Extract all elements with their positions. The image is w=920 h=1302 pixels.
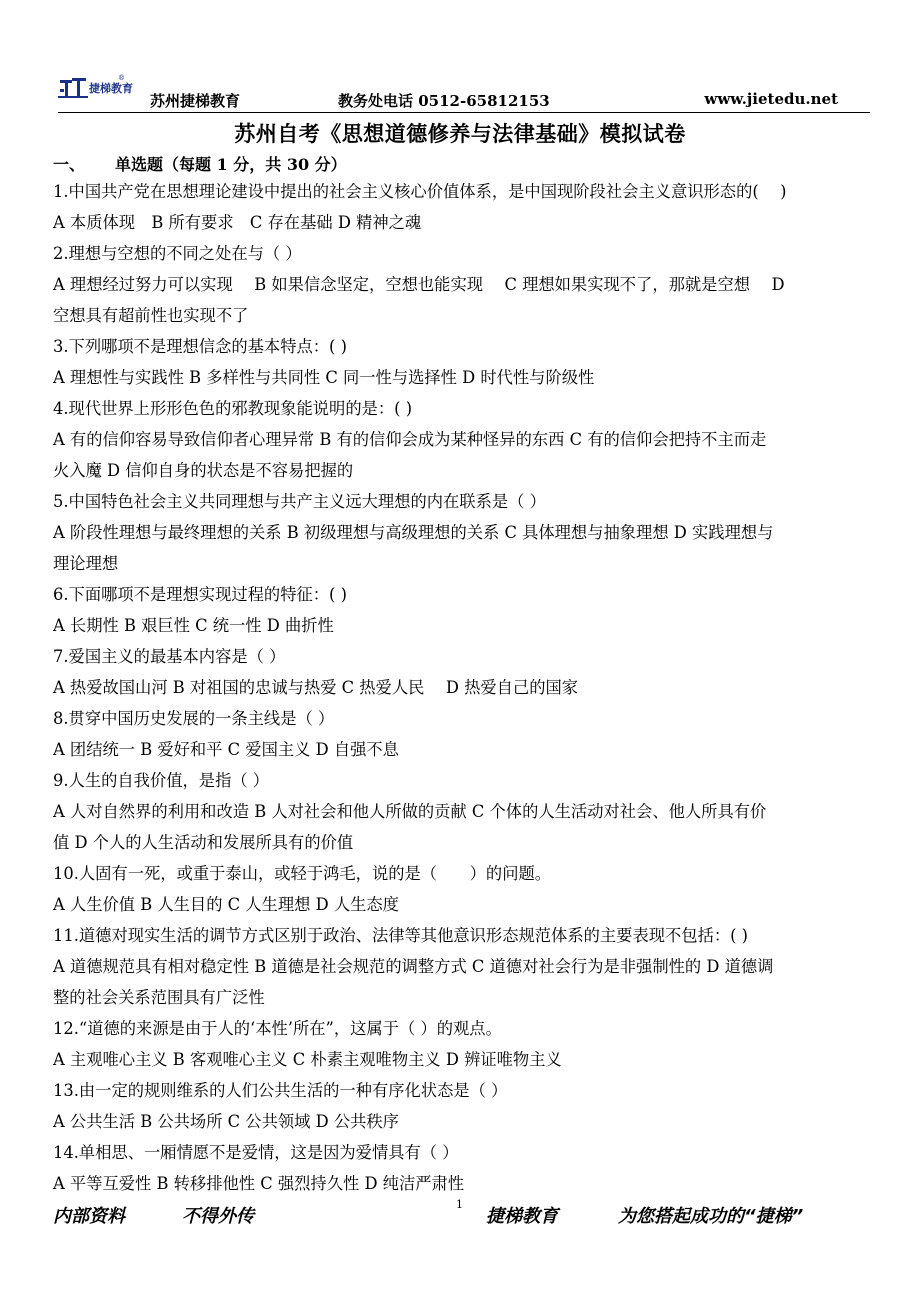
header-website: www.jietedu.net (704, 90, 838, 108)
text-line: 值 D 个人的人生活动和发展所具有的价值 (53, 833, 354, 852)
text-line: 6.下面哪项不是理想实现过程的特征：( ) (53, 585, 347, 604)
text-line: 8.贯穿中国历史发展的一条主线是（ ） (53, 709, 335, 728)
text-line: A 理想性与实践性 B 多样性与共同性 C 同一性与选择性 D 时代性与阶级性 (53, 368, 595, 387)
page-footer (0, 1196, 920, 1236)
section-label: 单选题（每题 1 分，共 30 分） (115, 155, 347, 174)
text-line: A 道德规范具有相对稳定性 B 道德是社会规范的调整方式 C 道德对社会行为是非强制性的 D 道德调 (53, 957, 774, 976)
text-line: A 人生价值 B 人生目的 C 人生理想 D 人生态度 (53, 895, 399, 914)
text-line: A 主观唯心主义 B 客观唯心主义 C 朴素主观唯物主义 D 辨证唯物主义 (53, 1050, 562, 1069)
text-line: A 热爱故国山河 B 对祖国的忠诚与热爱 C 热爱人民 D 热爱自己的国家 (53, 678, 579, 697)
page-header (58, 70, 868, 114)
text-line: 13.由一定的规则维系的人们公共生活的一种有序化状态是（ ） (53, 1081, 508, 1100)
page-number: 1 (456, 1198, 463, 1211)
footer-brand: 捷梯教育 (486, 1206, 558, 1227)
text-line: 3.下列哪项不是理想信念的基本特点：( ) (53, 337, 347, 356)
header-divider (58, 112, 870, 113)
text-line: 4.现代世界上形形色色的邪教现象能说明的是：( ) (53, 399, 413, 418)
text-line: A 长期性 B 艰巨性 C 统一性 D 曲折性 (53, 616, 334, 635)
text-line: 11.道德对现实生活的调节方式区别于政治、法律等其他意识形态规范体系的主要表现不包括：( ) (53, 926, 749, 945)
text-line: 2.理想与空想的不同之处在与（ ） (53, 244, 302, 263)
text-line: 10.人固有一死，或重于泰山，或轻于鸿毛，说的是（ ）的问题。 (53, 864, 552, 883)
section-number: 一、 (53, 155, 86, 174)
text-line: A 有的信仰容易导致信仰者心理异常 B 有的信仰会成为某种怪异的东西 C 有的信仰会把持不主而走 (53, 430, 767, 449)
text-line: 空想具有超前性也实现不了 (53, 306, 249, 325)
text-line: A 公共生活 B 公共场所 C 公共领域 D 公共秩序 (53, 1112, 399, 1131)
text-line: A 平等互爱性 B 转移排他性 C 强烈持久性 D 纯洁严肃性 (53, 1174, 465, 1193)
registered-mark: ® (118, 74, 125, 82)
text-line: 12.“道德的来源是由于人的‘本性’所在”，这属于（ ）的观点。 (53, 1019, 502, 1038)
section-heading (53, 152, 347, 175)
question-list (53, 176, 871, 1199)
logo-text: 捷梯教育 (89, 82, 133, 95)
text-line: A 理想经过努力可以实现 B 如果信念坚定，空想也能实现 C 理想如果实现不了，那就是空想 D (53, 275, 785, 294)
footer-slogan: 为您搭起成功的“捷梯” (618, 1206, 804, 1227)
text-line: 整的社会关系范围具有广泛性 (53, 988, 265, 1007)
text-line: 理论理想 (53, 554, 119, 573)
header-phone: 教务处电话 0512-65812153 (338, 92, 550, 110)
text-line: 5.中国特色社会主义共同理想与共产主义远大理想的内在联系是（ ） (53, 492, 546, 511)
text-line: A 团结统一 B 爱好和平 C 爱国主义 D 自强不息 (53, 740, 399, 759)
text-line: A 人对自然界的利用和改造 B 人对社会和他人所做的贡献 C 个体的人生活动对社会、他人所具有价 (53, 802, 767, 821)
footer-no-distribute: 不得外传 (182, 1206, 254, 1227)
page-title: 苏州自考《思想道德修养与法律基础》模拟试卷 (234, 121, 686, 146)
logo-mark-icon (58, 76, 88, 100)
text-line: 7.爱国主义的最基本内容是（ ） (53, 647, 286, 666)
footer-internal: 内部资料 (53, 1206, 125, 1227)
header-company: 苏州捷梯教育 (150, 92, 241, 110)
text-line: 1.中国共产党在思想理论建设中提出的社会主义核心价值体系，是中国现阶段社会主义意识形态的( ) (53, 182, 787, 201)
text-line: 14.单相思、一厢情愿不是爱情，这是因为爱情具有（ ） (53, 1143, 459, 1162)
text-line: 火入魔 D 信仰自身的状态是不容易把握的 (53, 461, 354, 480)
text-line: A 本质体现 B 所有要求 C 存在基础 D 精神之魂 (53, 213, 422, 232)
text-line: A 阶段性理想与最终理想的关系 B 初级理想与高级理想的关系 C 具体理想与抽象理想 D 实践理想与 (53, 523, 774, 542)
text-line: 9.人生的自我价值，是指（ ） (53, 771, 270, 790)
